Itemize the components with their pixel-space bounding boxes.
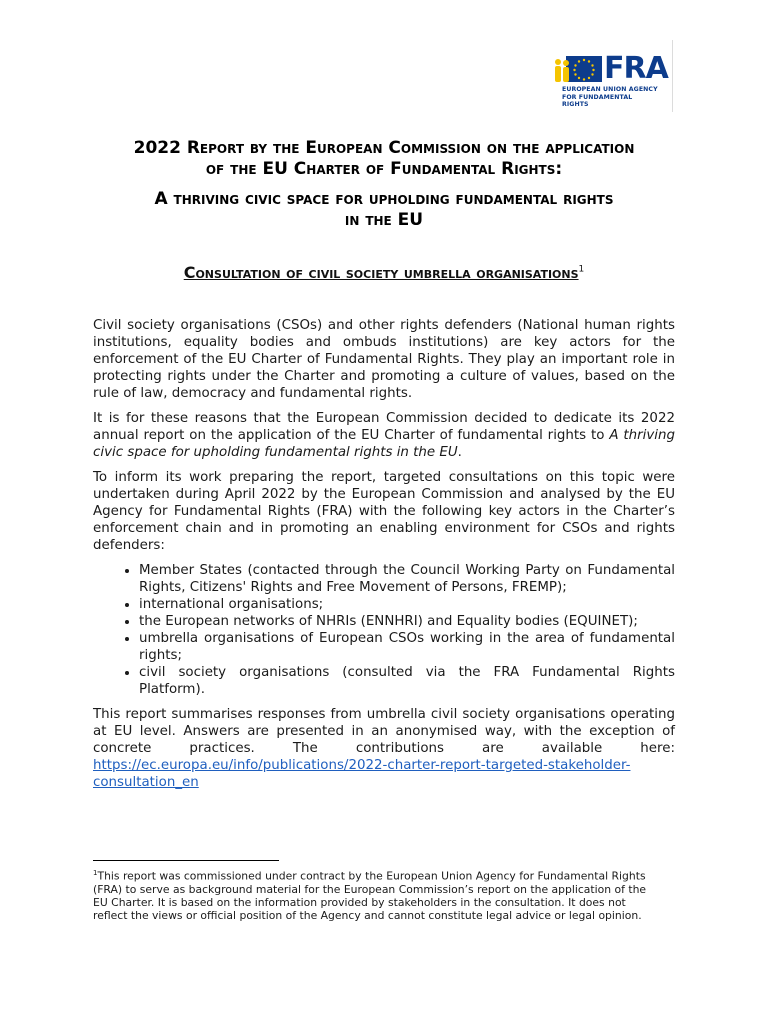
paragraph-3: To inform its work preparing the report, targeted consultations on this topic were undertaken during April 2022 by the European Commission and analysed by the EU Agency for Fundamental Rights (FRA) with the following key actors in the Charter’s enforcement chain and in promoting an enabling environment for CSOs and rights defenders: — [93, 470, 675, 553]
list-item: • the European networks of NHRIs (ENNHRI) and Equality bodies (EQUINET); — [139, 613, 675, 630]
logo-acronym: FRA — [604, 51, 668, 86]
paragraph-2-start: It is for these reasons that the European Commission decided to dedicate its 2022 annual report on the application of the EU Charter of fundamental rights to — [93, 411, 675, 443]
list-item: • umbrella organisations of European CSOs working in the area of fundamental rights; — [139, 630, 675, 664]
footnote — [93, 867, 658, 922]
paragraph-2-end: . — [457, 445, 462, 460]
report-subtitle-line1: A thriving civic space for upholding fundamental rights — [154, 189, 614, 209]
logo-subtitle-line1: EUROPEAN UNION AGENCY — [562, 86, 658, 93]
logo-divider — [672, 40, 673, 112]
report-title-line1: 2022 Report by the European Commission on the application — [133, 138, 635, 158]
fra-logo — [552, 51, 668, 108]
report-subtitle — [60, 189, 708, 231]
report-subtitle-line2: in the EU — [344, 210, 424, 230]
fra-emblem-icon — [552, 54, 602, 84]
paragraph-4-text: This report summarises responses from umbrella civil society organisations operating at EU level. Answers are presented in an anonymised way, with the exception of concrete practices. The contributions are available here: — [93, 707, 675, 756]
paragraph-2 — [93, 410, 675, 461]
list-item: • international organisations; — [139, 596, 675, 613]
stakeholder-list — [93, 562, 675, 698]
list-item: • Member States (contacted through the Council Working Party on Fundamental Rights, Citizens' Rights and Free Movement of Persons, FREMP); — [139, 562, 675, 596]
paragraph-4 — [93, 706, 675, 791]
list-item: • civil society organisations (consulted via the FRA Fundamental Rights Platform). — [139, 664, 675, 698]
paragraph-2-italic: A thriving civic space for upholding fundamental rights in the EU — [93, 428, 675, 460]
body-text — [93, 317, 675, 799]
report-title-line2: of the EU Charter of Fundamental Rights: — [205, 159, 563, 179]
report-title — [60, 138, 708, 180]
logo-subtitle-line2: FOR FUNDAMENTAL RIGHTS — [562, 93, 633, 108]
section-heading-text: Consultation of civil society umbrella organisations — [183, 263, 579, 282]
footnote-text: This report was commissioned under contract by the European Union Agency for Fundamental Rights (FRA) to serve as background material for the European Commission’s report on the application of the EU Charter. It is based on the information provided by stakeholders in the consultation. It does not reflect the views or official position of the Agency and cannot constitute legal advice or legal opinion. — [93, 869, 647, 922]
footnote-marker: 1 — [93, 869, 98, 877]
section-heading — [60, 263, 708, 282]
contributions-link[interactable]: https://ec.europa.eu/info/publications/2022-charter-report-targeted-stakeholder-consultation_en — [93, 758, 631, 790]
paragraph-1: Civil society organisations (CSOs) and other rights defenders (National human rights institutions, equality bodies and ombuds institutions) are key actors for the enforcement of the EU Charter of Fundamental Rights. They play an important role in protecting rights under the Charter and promoting a culture of values, based on the rule of law, democracy and fundamental rights. — [93, 318, 675, 401]
footnote-divider — [93, 860, 279, 861]
footnote-reference[interactable]: 1 — [578, 264, 585, 275]
